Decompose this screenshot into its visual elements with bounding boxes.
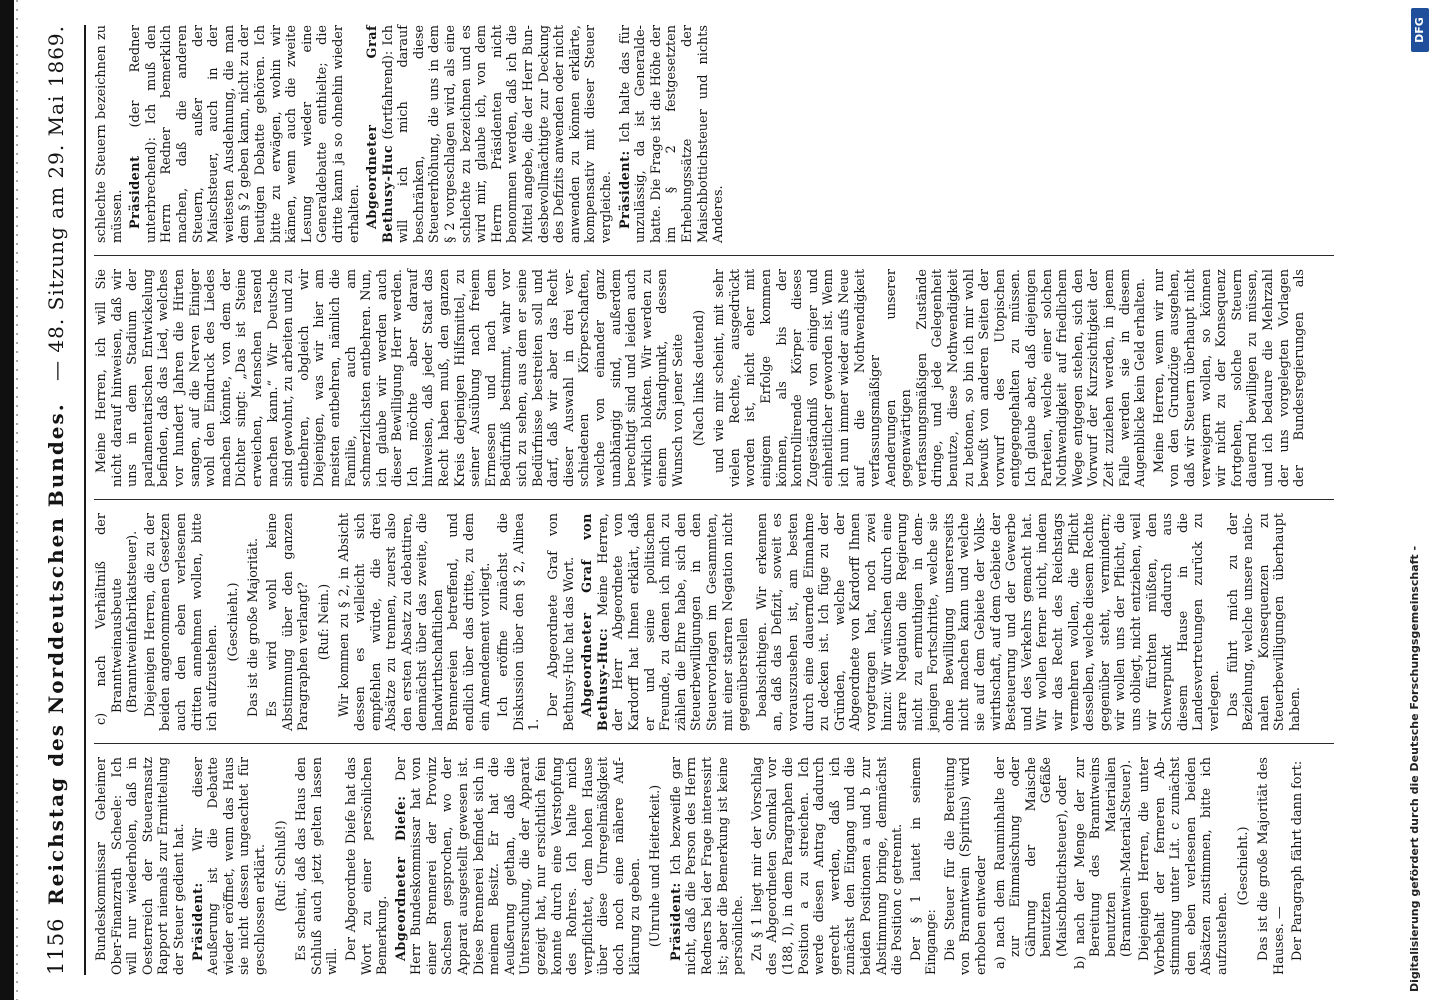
page-number: 1156 (44, 917, 68, 975)
speech-text: (fortfahrend): Ich will ich mich darauf beschränken, diese Steuererhöhung, die uns in dem § 2 vorgeschlagen wird, als eine schlechte zu bezeichnen und es wird mir, glaube ich, von dem Herrn Präsidenten nicht benommen werden, daß ich die Mittel angebe, die der Herr Bundesbevollmächtigte zur Deckung des Defizits anwenden oder nicht anwenden zu können erklärte, kompensativ mit dieser Steuer vergleiche. (380, 25, 614, 243)
dfg-logo-text: DFG (1413, 17, 1426, 43)
speech-text: Der Herr Bundeskommissar hat von einer Brennerei der Provinz Sachsen gesprochen, wo der Apparat ausgestellt gewesen ist. Diese Brennerei befindet sich in meinem Besitz. Er hat die Aeußerung gethan, daß die Untersuchung, die der Apparat gezeigt hat, nur ersichtlich fein konnte durch eine Verstopfung des Rohres. Ich halte mich verpflichtet, dem hohen Hause über diese Unregelmäßigkeit doch noch eine nähere Aufklärung zu geben. (393, 757, 643, 975)
speech-paragraph (365, 25, 615, 243)
stage-direction: (Geschieht.) (225, 582, 241, 662)
text-paragraph: Der Abgeordnete Graf von Bethusy-Huc hat das Wort. (546, 513, 577, 731)
text-paragraph: Das führt mich zu der Beziehung, welche unsere nationalen Konsequenzen zu Steuerbewilligungen überhaupt haben. (1225, 513, 1303, 731)
text-paragraph: Meine Herren, ich will Sie nicht darauf hinweisen, daß wir uns in dem Stadium der parlamentarischen Entwickelung befinden, daß das Lied, welches vor hundert Jahren die Hirten sangen, auf die Nerven Einiger wohl den Eindruck des Liedes machen könnte, von dem der Dichter singt: „Das ist Steine erweichen, Menschen rasend machen kann.“ Wir Deutsche sind gewohnt, zu arbeiten und zu entbehren, obgleich wir Diejenigen, was wir hier am meisten entbehren, nämlich die Familie, auch am schmerzlichsten entbehren. Nun, ich glaube wir werden auch dieser Bewilligung Herr werden. Ich möchte aber darauf hinweisen, daß jeder Staat das Recht haben muß, den ganzen Kreis derjenigen Hilfsmittel, zu seiner Ausübung nach freiem Ermessen und nach dem Bedürfniß bestimmt, wahr vor sich zu sehen, aus dem er seine Bedürfnisse bestreiten soll und darf, daß wir aber das Recht dieser Auswahl in drei verschiedenen Körperschaften, welche von einander ganz unabhängig sind, außerdem berechtigt sind und leiden auch wirklich blokten. Wir werden zu einem Standpunkt, dessen Wunsch von jener Seite (94, 269, 686, 487)
speech-paragraph (618, 25, 727, 243)
speaker-name: Abgeordneter Graf Bethusy-Huc (365, 25, 396, 243)
speech-paragraph (394, 757, 644, 975)
page-edge-rule (0, 0, 14, 1000)
list-item: a) nach dem Rauminhalte der zur Einmaischung oder Gährung der Maische benutzten Gefäße (Maischbottichsteuer), oder (992, 757, 1071, 969)
dfg-credit (1408, 12, 1424, 992)
page-edge-speckle (16, 0, 18, 1000)
stage-direction: (Ruf: Nein.) (316, 583, 332, 661)
text-paragraph: Es scheint, daß das Haus den Schluß auch jetzt gelten lassen will. (294, 757, 341, 975)
dfg-credit-text: Digitalisierung gefördert durch die Deutsche Forschungsgemeinschaft - (1408, 545, 1421, 992)
running-title: Reichstag des Norddeutschen Bundes. (44, 402, 68, 905)
text-paragraph: Es wird wohl keine Abstimmung über den ganzen Paragraphen verlangt? (264, 513, 312, 731)
speech-text: Wir dieser Aeußerung ist die Debatte wieder eröffnet, wenn das Haus sie nicht dessen ungeachtet für geschlossen erklärt. (190, 757, 268, 975)
speaker-name: Abgeordneter Graf von Bethusy-Huc: (580, 513, 611, 731)
text-paragraph: Das ist die große Majorität des Hauses. — (1256, 757, 1287, 975)
speaker-name: Präsident: (668, 882, 684, 961)
header-rule (84, 25, 86, 975)
text-paragraph: Bundeskommissar Geheimer Ober-Finanzrath Scheele: Ich will nur wiederholen, daß in Oesterreich der Steueransatz Rapport niemals zur Ermittelung der Steuer gedient hat. (94, 757, 187, 975)
text-paragraph: Die Steuer für die Bereitung von Branntwein (Spiritus) wird erhoben entweder (942, 757, 990, 975)
text-paragraph: Ich eröffne zunächst die Diskussion über den § 2, Alinea 1. (496, 513, 543, 731)
text-paragraph: Wir kommen zu § 2, in Absicht dessen es vielleicht sich empfehlen würde, die drei Absätze zu trennen, zuerst also den ersten Absatz zu debattiren, demnächst über das zweite, die landwirthschaftlichen Brennereien betreffend, und endlich über das dritte, zu dem ein Amendement vorliegt. (337, 513, 493, 731)
speech-text: Meine Herren, der Herr Abgeordnete von Kardorff hat Ihnen erklärt, daß er und seine politischen Freunde, zu denen ich mich zu zählen die Ehre habe, sich den Steuerbewilligungen in den Steuervorlagen im Gesammten, mit einer starren Negation nicht gegenüberstellen (595, 513, 752, 731)
speech-text: Ich halte das für unzulässig, da ist Generaldebatte. Die Frage ist die Höhe der im § 2 festgesetzten Erhebungssätze der Maischbottichsteuer und nichts Anderes. (617, 25, 727, 243)
stage-direction: (Ruf: Schluß!) (273, 820, 289, 912)
running-header (44, 25, 80, 975)
text-paragraph: Zu § 1 liegt mir der Vorschlag des Abgeordneten Sonnkal vor (188, I), in dem Paragraphen die Position a zu streichen. Ich werde diesen Antrag dadurch gerecht werden, daß ich zunächst den Eingang und die beiden Positionen a und b zur Abstimmung bringe, demnächst die Position c getrennt. (749, 757, 906, 975)
text-paragraph: und wie mir scheint, mit sehr vielen Rechte, ausgedrückt worden ist, nicht eher mit einigem Erfolge kommen können, als bis der kontrollirende Körper dieses Zugeständniß von einiger und einheitlicher geworden ist. Wenn ich nun immer wieder aufs Neue auf die Nothwendigkeit verfassungsmäßiger Aenderungen unserer gegenwärtigen verfassungsmäßigen Zustände dringe, und jede Gelegenheit benutze, diese Nothwendigkeit zu betonen, so bin ich mir wohl bewußt von anderen Seiten der vorwurf des Utopischen entgegengehalten zu müssen. Ich glaube aber, daß diejenigen Parteien, welche einer solchen Nothwendigkeit auf friedlichem Wege entgegen stehen, sich den Vorwurf der Kurzsichtigkeit der Zeit zuziehen werden, in jenem Falle werden sie in diesem Augenblicke kein Geld erhalten. (712, 269, 1149, 487)
list-item: b) nach der Menge der zur Bereitung des Branntweins benutzten Materialien (Branntwein-Material-Steuer). (1072, 757, 1135, 969)
rotated-print-area (44, 25, 1394, 975)
speech-paragraph (128, 25, 362, 243)
text-paragraph: Der Abgeordnete Diefe hat das Wort zu einer persönlichen Bemerkung. (343, 757, 391, 975)
speaker-name: Abgeordneter Diefe: (393, 795, 409, 961)
body-text-columns (94, 25, 1334, 975)
text-paragraph: Meine Herren, wenn wir nur von den Grundzüge ausgehen, daß wir Steuern überhaupt nicht verweigern wollen, so können wir nicht zu der Konsequenz fortgehen, solche Steuern dauernd bewilligen zu müssen, und ich bedaure die Mehrzahl der uns vorgelegten Vorlagen der Bundesregierungen als schlechte Steuern bezeichnen zu müssen. (94, 25, 1308, 487)
speech-paragraph (669, 757, 747, 975)
speech-text: (der Redner unterbrechend): Ich muß den Herrn Redner bemerklich machen, daß die anderen Steuern, außer der Maischsteuer, auch in der weitesten Ausdehnung, die man dem § 2 geben kann, nicht zu der heutigen Debatte gehören. Ich bitte zu erwägen, wohin wir kämen, wenn auch die zweite Lesung wieder eine Generaldebatte enthielte; die dritte kann ja so ohnehin wieder erhalten. (128, 25, 362, 243)
session-title: — 48. Sitzung am 29. Mai 1869. (44, 25, 68, 381)
dfg-logo (1411, 8, 1429, 52)
text-paragraph: Das ist die große Majorität. (246, 537, 262, 717)
speaker-name: Präsident (128, 155, 144, 229)
stage-direction: (Nach links deutend) (691, 309, 707, 447)
list-item: c) nach Verhältniß der Branntweinausbeute (Branntweinfabrikatsteuer). (94, 513, 141, 725)
text-paragraph: Der § 1 lautet in seinem Eingange: (908, 757, 940, 975)
speaker-name: Präsident: (190, 882, 206, 961)
speech-paragraph (191, 757, 269, 975)
stage-direction: (Unruhe und Heiterkeit.) (648, 784, 664, 948)
text-paragraph: Der Paragraph fährt dann fort: (1290, 760, 1306, 961)
speech-text: Ich bezweifle gar nicht, daß die Person des Herrn Redners bei der Frage interessirt ist; aber die Bemerkung ist keine persönliche. (668, 757, 747, 975)
speech-paragraph (580, 513, 752, 731)
text-paragraph: beabsichtigen. Wir erkennen an, daß das Defizit, soweit es vorauszusehen ist, am besten durch eine dauernde Einnahme zu decken ist. Ich füge zu der Gründen, welche der Abgeordnete von Kardorff Ihnen vorgetragen hat, noch zwei hinzu: Wir wünschen durch eine starre Negation die Regierung nicht zu ermuthigen in demjenigen Fortschritte, welche sie ohne Bewilligung unsererseits nicht machen kann und welche sie auf dem Gebiete der Volkswirthschaft, auf dem Gebiete der Besteuerung und der Gewerbe und des Verkehrs gemacht hat. Wir wollen ferner nicht, indem wir das Recht des Reichstags vermehren wollen, die Pflicht desselben, welche diesem Rechte gegenüber steht, vermindern; wir wollen uns der Pflicht, die uns obliegt, nicht entziehen, weil wir fürchten müßten, den Schwerpunkt dadurch aus diesem Hause in die Landesvertretungen zurück zu verlegen. (754, 513, 1222, 731)
text-paragraph: Diejenigen Herren, die zu der beiden angenommenen Gesetzen auch den eben verlesenen dritten annehmen wollen, bitte ich aufzustehen. (142, 513, 221, 731)
stage-direction: (Geschieht.) (1235, 826, 1251, 906)
speaker-name: Präsident: (617, 150, 633, 229)
text-paragraph: Diejenigen Herren, die unter Vorbehalt der ferneren Abstimmung unter Lit. c zunächst den eben verlesenen beiden Absätzen zustimmen, bitte ich aufzustehen. (1137, 757, 1230, 975)
